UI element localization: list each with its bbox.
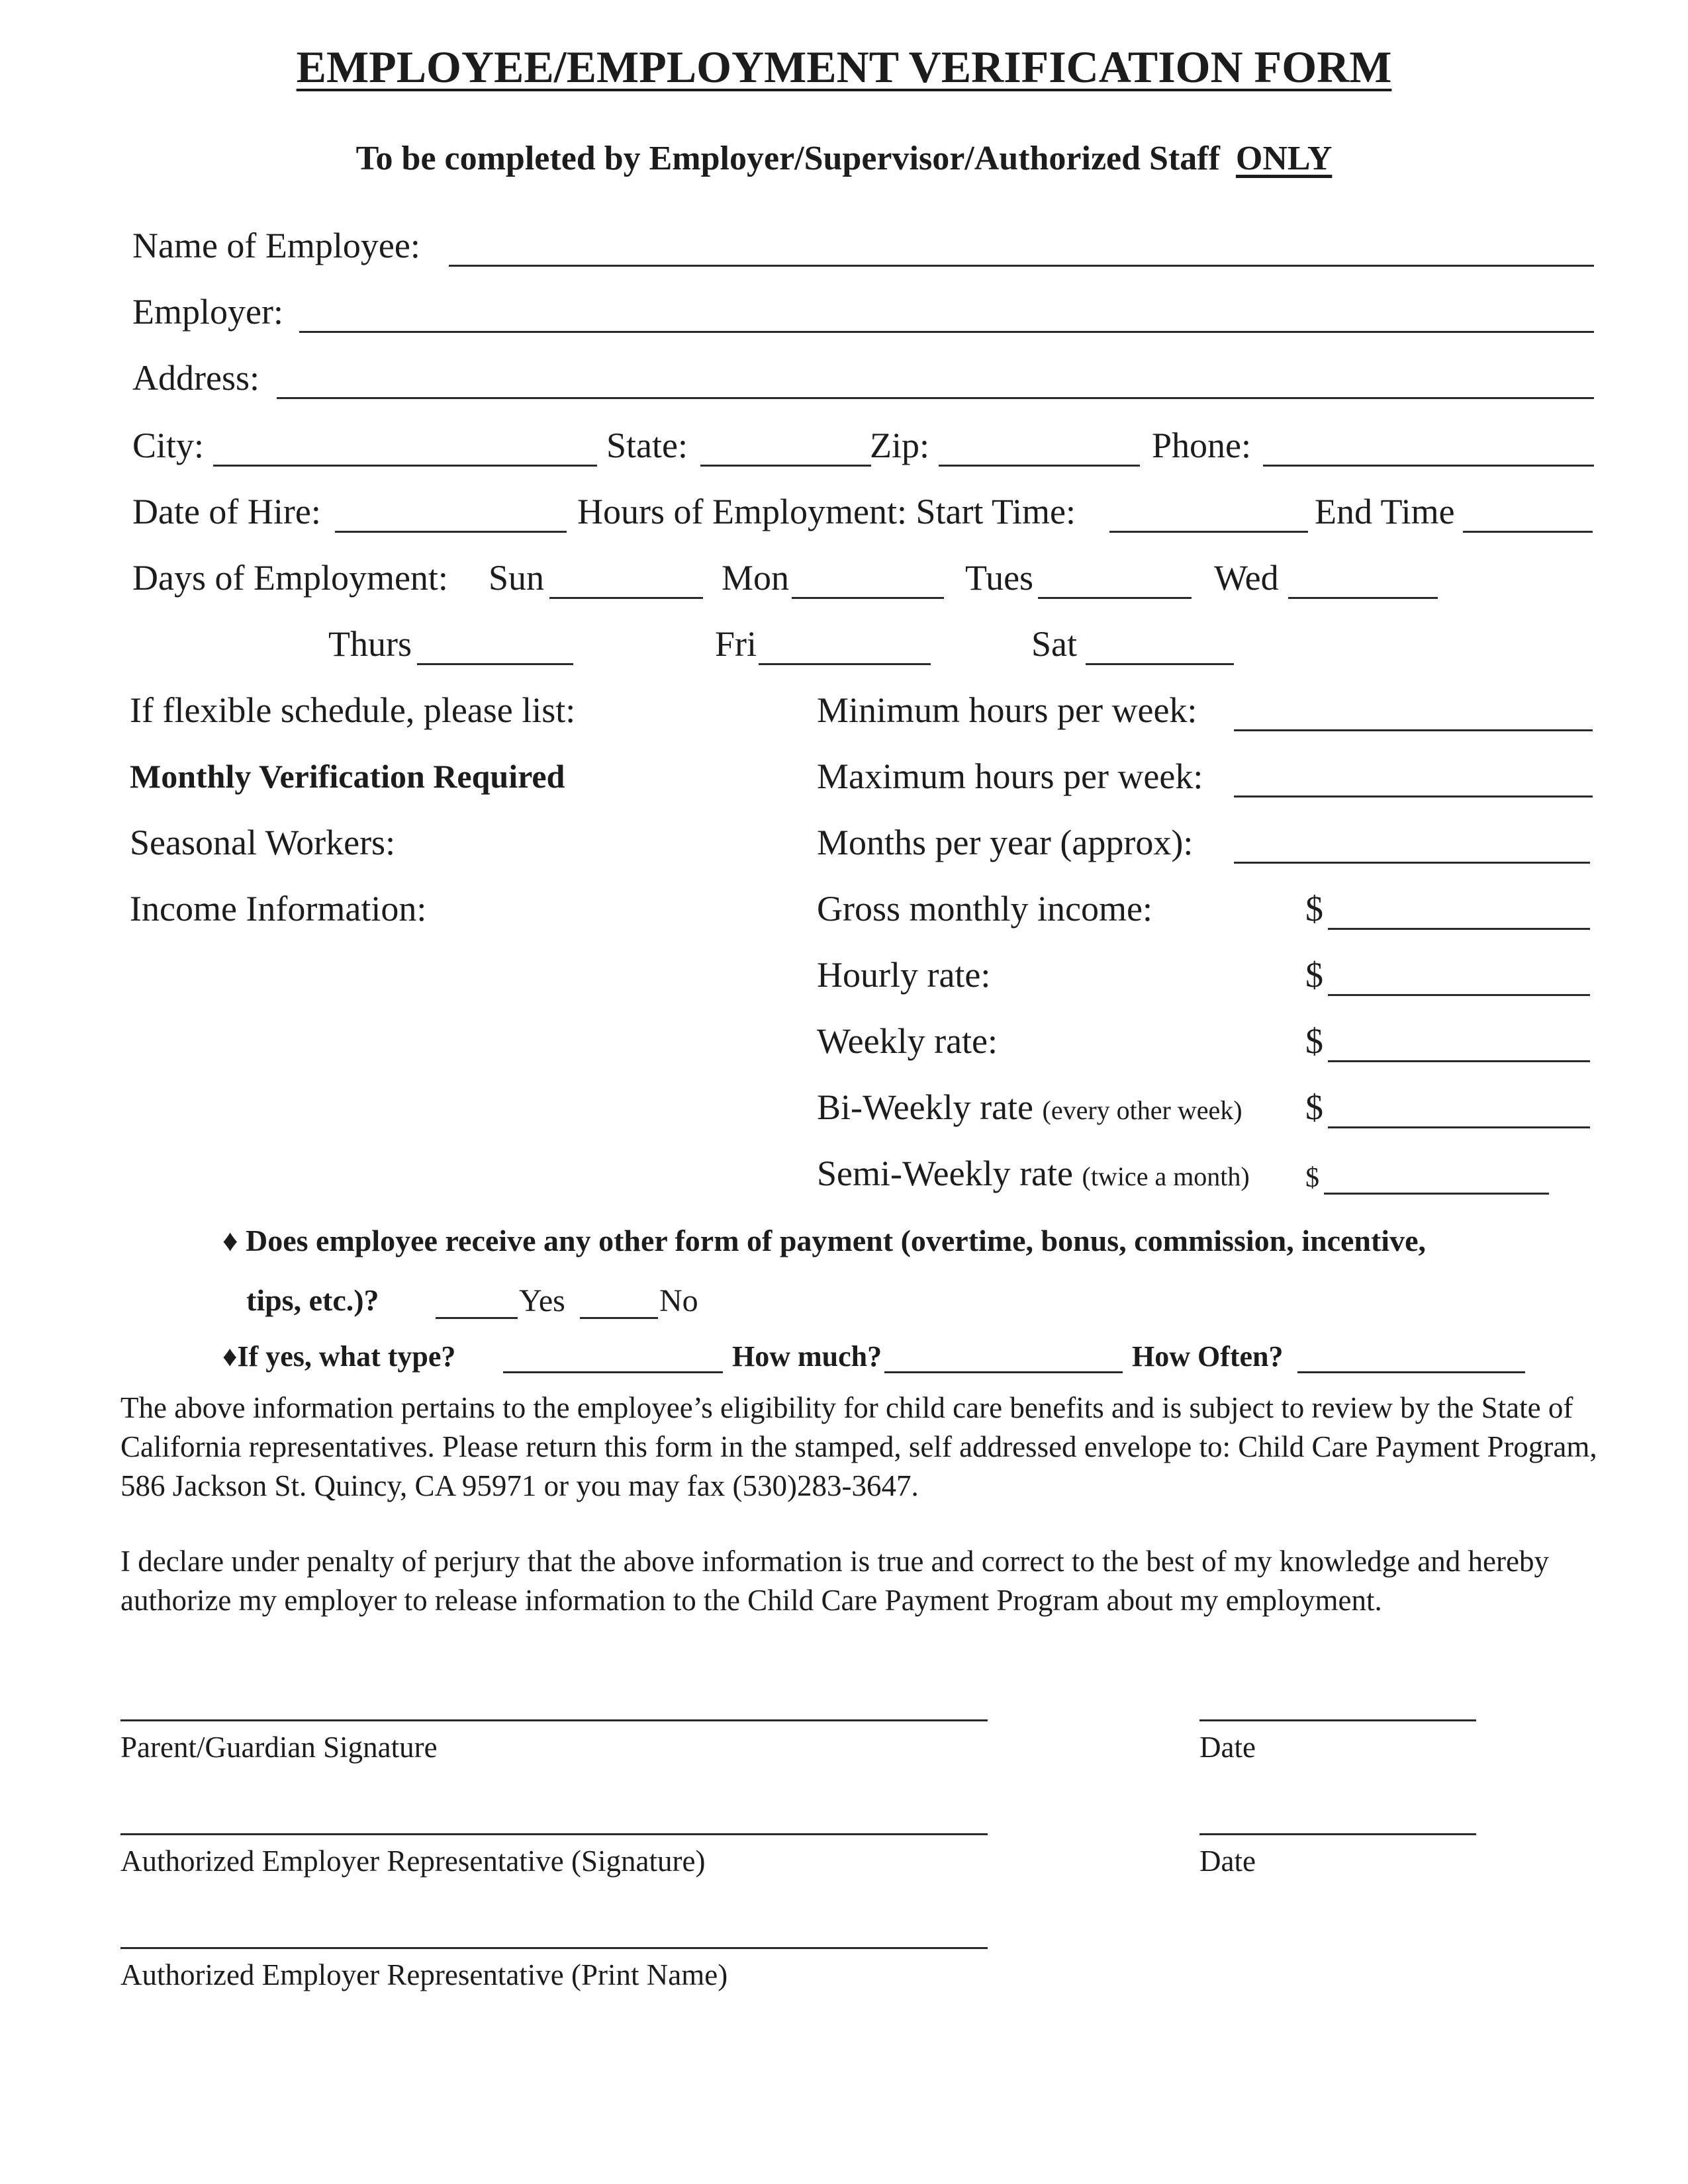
subtitle-only: ONLY: [1235, 140, 1333, 177]
no-field[interactable]: [580, 1317, 658, 1319]
mon-label: Mon: [722, 558, 790, 598]
minimum-hours-field[interactable]: [1234, 729, 1593, 731]
address-field[interactable]: [277, 397, 1594, 399]
how-much-label: How much?: [732, 1340, 882, 1373]
no-label: No: [659, 1283, 698, 1318]
gross-monthly-field[interactable]: [1328, 928, 1590, 930]
maximum-hours-label: Maximum hours per week:: [817, 756, 1203, 796]
diamond-bullet-icon-2: ♦: [222, 1340, 238, 1373]
date1-field[interactable]: [1199, 1719, 1476, 1721]
subtitle-text: To be completed by Employer/Supervisor/Authorized Staff: [355, 140, 1220, 177]
employer-print-name-field[interactable]: [120, 1947, 988, 1949]
employer-signature-field[interactable]: [120, 1833, 988, 1835]
biweekly-rate-text: Bi-Weekly rate: [817, 1087, 1034, 1127]
name-of-employee-field[interactable]: [449, 265, 1594, 267]
weekly-rate-field[interactable]: [1328, 1060, 1590, 1062]
perjury-declaration: I declare under penalty of perjury that the above information is true and correct to the best of my knowledge and hereby authorize my employer to release information to the Child Care Payment Program about my employment.: [120, 1545, 1549, 1617]
employer-signature-label: Authorized Employer Representative (Signature): [120, 1844, 706, 1878]
parent-signature-field[interactable]: [120, 1719, 988, 1721]
phone-label: Phone:: [1152, 426, 1252, 465]
semiweekly-rate-text: Semi-Weekly rate: [817, 1154, 1073, 1193]
eligibility-statement: The above information pertains to the employee’s eligibility for child care benefits and is subject to review by the State of California representatives. Please return this form in the stamped, self addressed envelope to: Child Care Payment Program, 586 Jackson St. Quincy, CA 95971 or you may fax (530)283-3647.: [120, 1391, 1597, 1502]
hourly-rate-dollar: $: [1305, 955, 1323, 995]
sun-field[interactable]: [549, 597, 703, 599]
state-label: State:: [606, 426, 688, 465]
hourly-rate-label: Hourly rate:: [817, 955, 991, 995]
seasonal-workers-label: Seasonal Workers:: [130, 823, 396, 862]
gross-monthly-label: Gross monthly income:: [817, 889, 1152, 929]
other-payment-line1: Does employee receive any other form of payment (overtime, bonus, commission, incentive,: [245, 1224, 1427, 1257]
date1-label: Date: [1199, 1731, 1256, 1764]
state-field[interactable]: [700, 465, 871, 467]
start-time-label: Hours of Employment: Start Time:: [577, 492, 1076, 531]
address-label: Address:: [132, 358, 259, 398]
if-yes-type-label: [222, 1340, 455, 1373]
wed-field[interactable]: [1288, 597, 1438, 599]
gross-monthly-dollar: $: [1305, 889, 1323, 929]
tues-label: Tues: [965, 558, 1034, 598]
days-of-employment-label: Days of Employment:: [132, 558, 448, 598]
semiweekly-rate-dollar: $: [1305, 1163, 1319, 1193]
weekly-rate-label: Weekly rate:: [817, 1021, 998, 1061]
semiweekly-rate-label: [817, 1153, 1250, 1194]
weekly-rate-dollar: $: [1305, 1021, 1323, 1061]
yes-field[interactable]: [436, 1317, 518, 1319]
semiweekly-rate-note: (twice a month): [1082, 1161, 1250, 1191]
thurs-label: Thurs: [328, 624, 412, 664]
zip-label: Zip:: [870, 426, 929, 465]
name-of-employee-label: Name of Employee:: [132, 226, 420, 265]
other-payment-question: [222, 1223, 1426, 1258]
biweekly-rate-note: (every other week): [1042, 1095, 1243, 1125]
diamond-bullet-icon: ♦: [222, 1224, 238, 1257]
mon-field[interactable]: [792, 597, 944, 599]
end-time-label: End Time: [1315, 492, 1455, 531]
parent-signature-label: Parent/Guardian Signature: [120, 1731, 438, 1764]
minimum-hours-label: Minimum hours per week:: [817, 690, 1197, 730]
flexible-schedule-label: If flexible schedule, please list:: [130, 690, 576, 730]
sun-label: Sun: [489, 558, 545, 598]
end-time-field[interactable]: [1463, 531, 1593, 533]
yes-label: Yes: [519, 1283, 565, 1318]
employer-field[interactable]: [299, 331, 1594, 333]
tues-field[interactable]: [1038, 597, 1192, 599]
date-of-hire-field[interactable]: [335, 531, 567, 533]
biweekly-rate-label: [817, 1087, 1243, 1128]
thurs-field[interactable]: [417, 663, 573, 665]
semiweekly-rate-field[interactable]: [1324, 1193, 1549, 1195]
sat-label: Sat: [1031, 624, 1078, 664]
fri-label: Fri: [715, 624, 757, 664]
wed-label: Wed: [1214, 558, 1279, 598]
employer-print-name-label: Authorized Employer Representative (Print Name): [120, 1958, 728, 1991]
how-often-field[interactable]: [1297, 1371, 1525, 1373]
if-yes-type-text: If yes, what type?: [237, 1340, 456, 1373]
months-per-year-label: Months per year (approx):: [817, 823, 1194, 862]
payment-type-field[interactable]: [503, 1371, 723, 1373]
months-per-year-field[interactable]: [1234, 862, 1590, 864]
city-field[interactable]: [213, 465, 597, 467]
how-much-field[interactable]: [884, 1371, 1123, 1373]
income-information-label: Income Information:: [130, 889, 427, 929]
hourly-rate-field[interactable]: [1328, 994, 1590, 996]
date-of-hire-label: Date of Hire:: [132, 492, 321, 531]
date2-field[interactable]: [1199, 1833, 1476, 1835]
start-time-field[interactable]: [1109, 531, 1308, 533]
zip-field[interactable]: [939, 465, 1140, 467]
maximum-hours-field[interactable]: [1234, 796, 1593, 797]
sat-field[interactable]: [1086, 663, 1234, 665]
form-title: EMPLOYEE/EMPLOYMENT VERIFICATION FORM: [296, 42, 1392, 92]
date2-label: Date: [1199, 1844, 1256, 1878]
monthly-verification-label: Monthly Verification Required: [130, 758, 565, 795]
how-often-label: How Often?: [1132, 1340, 1284, 1373]
fri-field[interactable]: [759, 663, 931, 665]
employer-label: Employer:: [132, 292, 283, 332]
other-payment-line2: tips, etc.)?: [246, 1283, 379, 1317]
biweekly-rate-dollar: $: [1305, 1087, 1323, 1127]
phone-field[interactable]: [1263, 465, 1594, 467]
biweekly-rate-field[interactable]: [1328, 1126, 1590, 1128]
city-label: City:: [132, 426, 205, 465]
form-subtitle: [0, 139, 1688, 178]
